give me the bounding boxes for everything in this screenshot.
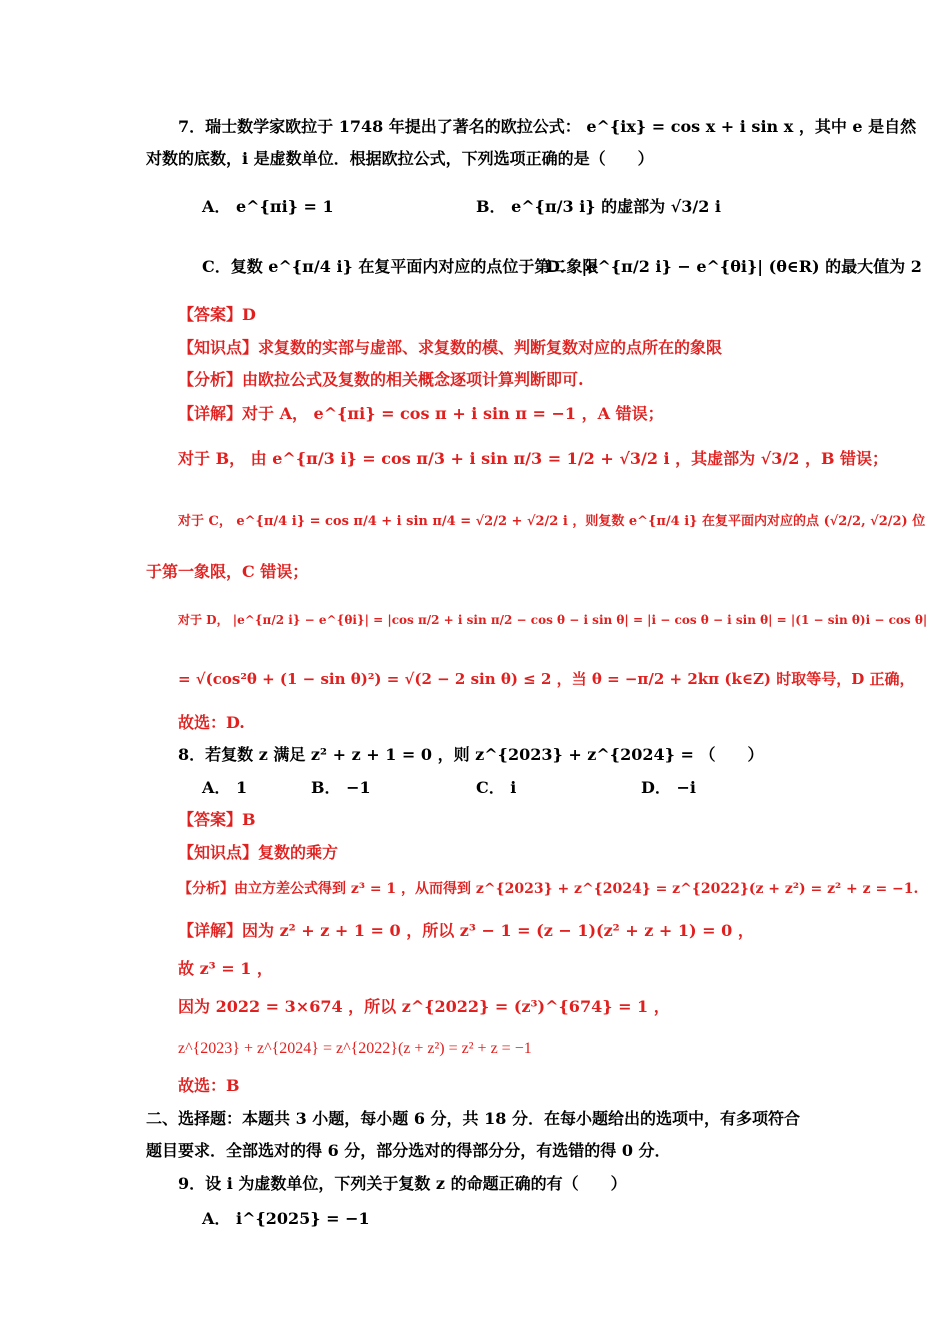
q7-detail-a: 【详解】对于 A， e^{πi} = cos π + i sin π = −1 ，A 错误； [178, 404, 664, 423]
q7-stem-text: 7．瑞士数学家欧拉于 1748 年提出了著名的欧拉公式： e^{ix} = cos x + i sin x ，其中 e 是自然 [178, 117, 917, 136]
q7-analysis: 【分析】由欧拉公式及复数的相关概念逐项计算判断即可. [178, 370, 584, 389]
q8-detail-2: 故 z³ = 1 ， [178, 959, 273, 978]
q9-stem: 9．设 i 为虚数单位，下列关于复数 z 的命题正确的有（ ） [178, 1174, 627, 1193]
q7-option-a: A． e^{πi} = 1 [202, 197, 334, 216]
q8-option-a: A． 1 [202, 778, 248, 797]
q7-answer: 【答案】D [178, 305, 256, 324]
q8-detail-4: z^{2023} + z^{2024} = z^{2022}(z + z²) = z² + z = −1 [178, 1040, 532, 1057]
q8-detail-1: 【详解】因为 z² + z + 1 = 0 ，所以 z³ − 1 = (z − 1)(z² + z + 1) = 0 ， [178, 921, 754, 940]
q7-detail-c1: 对于 C， e^{π/4 i} = cos π/4 + i sin π/4 = √2/2 + √2/2 i ，则复数 e^{π/4 i} 在复平面内对应的点 (√2/2, √2/2) 位 [178, 514, 926, 529]
q7-detail-b: 对于 B， 由 e^{π/3 i} = cos π/3 + i sin π/3 = 1/2 + √3/2 i ，其虚部为 √3/2 ，B 错误； [178, 449, 889, 468]
q7-detail-c2: 于第一象限，C 错误； [146, 562, 309, 581]
q8-option-d: D． −i [641, 778, 696, 797]
q8-detail-3: 因为 2022 = 3×674 ，所以 z^{2022} = (z³)^{674} = 1 ， [178, 997, 670, 1016]
q7-detail-d1: 对于 D， |e^{π/2 i} − e^{θi}| = |cos π/2 + i sin π/2 − cos θ − i sin θ| = |i − cos θ − i sin θ| = |(1 − sin θ)i − cos θ| [178, 613, 928, 627]
q7-stem-line1 [178, 116, 916, 138]
q8-analysis: 【分析】由立方差公式得到 z³ = 1 ，从而得到 z^{2023} + z^{2024} = z^{2022}(z + z²) = z² + z = −1. [178, 881, 919, 897]
q7-option-b: B． e^{π/3 i} 的虚部为 √3/2 i [476, 197, 722, 216]
q8-conclusion: 故选：B [178, 1076, 240, 1095]
section2-line2: 题目要求．全部选对的得 6 分，部分选对的得部分分，有选错的得 0 分． [146, 1141, 671, 1160]
q7-stem-line2: 对数的底数，i 是虚数单位．根据欧拉公式，下列选项正确的是（ ） [146, 149, 654, 168]
q7-option-c: C．复数 e^{π/4 i} 在复平面内对应的点位于第二象限 [202, 257, 599, 276]
q8-stem: 8．若复数 z 满足 z² + z + 1 = 0 ，则 z^{2023} + z^{2024} = （ ） [178, 745, 764, 764]
q9-option-a: A． i^{2025} = −1 [202, 1209, 370, 1228]
q7-conclusion: 故选：D. [178, 713, 245, 732]
q8-answer: 【答案】B [178, 810, 256, 829]
q8-option-b: B． −1 [311, 778, 371, 797]
section2-line1: 二、选择题：本题共 3 小题，每小题 6 分，共 18 分．在每小题给出的选项中，有多项符合 [146, 1109, 800, 1128]
q7-knowledge: 【知识点】求复数的实部与虚部、求复数的模、判断复数对应的点所在的象限 [178, 338, 723, 357]
q8-option-c: C． i [476, 778, 517, 797]
q7-detail-d2: = √(cos²θ + (1 − sin θ)²) = √(2 − 2 sin θ) ≤ 2 ，当 θ = −π/2 + 2kπ (k∈Z) 时取等号，D 正确， [178, 670, 915, 688]
q8-knowledge: 【知识点】复数的乘方 [178, 843, 339, 862]
q7-option-d: D． |e^{π/2 i} − e^{θi}| (θ∈R) 的最大值为 2 [546, 257, 922, 276]
